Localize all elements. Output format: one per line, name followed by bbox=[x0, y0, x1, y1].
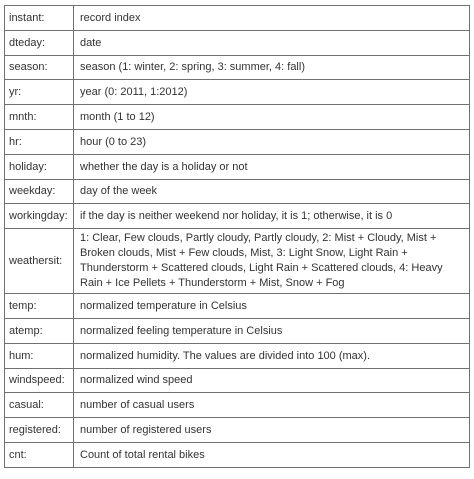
table-row bbox=[5, 318, 470, 343]
field-description: Count of total rental bikes bbox=[74, 442, 470, 467]
field-name: dteday: bbox=[5, 30, 74, 55]
field-description: normalized feeling temperature in Celsius bbox=[74, 318, 470, 343]
field-name: season: bbox=[5, 55, 74, 80]
field-description: whether the day is a holiday or not bbox=[74, 154, 470, 179]
field-description: 1: Clear, Few clouds, Partly cloudy, Partly cloudy, 2: Mist + Cloudy, Mist + Broken clouds, Mist + Few clouds, Mist, 3: Light Snow, Light Rain + Thunderstorm + Scattered clouds, Light Rain + Scattered clouds, 4: Heavy Rain + Ice Pellets + Thunderstorm + Mist, Snow + Fog bbox=[74, 229, 470, 294]
field-description: normalized wind speed bbox=[74, 368, 470, 393]
table-row bbox=[5, 55, 470, 80]
table-row bbox=[5, 80, 470, 105]
field-description: normalized humidity. The values are divided into 100 (max). bbox=[74, 343, 470, 368]
table-row bbox=[5, 368, 470, 393]
table-row bbox=[5, 30, 470, 55]
field-name: atemp: bbox=[5, 318, 74, 343]
field-description: day of the week bbox=[74, 179, 470, 204]
table-row bbox=[5, 204, 470, 229]
table-row bbox=[5, 154, 470, 179]
table-row bbox=[5, 229, 470, 294]
field-description: hour (0 to 23) bbox=[74, 129, 470, 154]
table-row bbox=[5, 294, 470, 319]
field-name: casual: bbox=[5, 393, 74, 418]
field-name: mnth: bbox=[5, 105, 74, 130]
field-name: weekday: bbox=[5, 179, 74, 204]
field-description: date bbox=[74, 30, 470, 55]
table-row bbox=[5, 418, 470, 443]
field-name: temp: bbox=[5, 294, 74, 319]
data-dictionary-table bbox=[4, 5, 470, 468]
table-row bbox=[5, 129, 470, 154]
field-name: windspeed: bbox=[5, 368, 74, 393]
field-description: record index bbox=[74, 6, 470, 31]
field-name: hr: bbox=[5, 129, 74, 154]
field-description: number of registered users bbox=[74, 418, 470, 443]
field-name: instant: bbox=[5, 6, 74, 31]
field-description: normalized temperature in Celsius bbox=[74, 294, 470, 319]
field-name: weathersit: bbox=[5, 229, 74, 294]
table-row bbox=[5, 179, 470, 204]
field-name: workingday: bbox=[5, 204, 74, 229]
field-name: registered: bbox=[5, 418, 74, 443]
field-name: cnt: bbox=[5, 442, 74, 467]
field-description: month (1 to 12) bbox=[74, 105, 470, 130]
table-row bbox=[5, 105, 470, 130]
table-row bbox=[5, 393, 470, 418]
field-description: year (0: 2011, 1:2012) bbox=[74, 80, 470, 105]
field-description: season (1: winter, 2: spring, 3: summer, 4: fall) bbox=[74, 55, 470, 80]
field-name: holiday: bbox=[5, 154, 74, 179]
table-row bbox=[5, 442, 470, 467]
field-description: number of casual users bbox=[74, 393, 470, 418]
field-name: hum: bbox=[5, 343, 74, 368]
table-row bbox=[5, 6, 470, 31]
field-description: if the day is neither weekend nor holiday, it is 1; otherwise, it is 0 bbox=[74, 204, 470, 229]
field-name: yr: bbox=[5, 80, 74, 105]
table-row bbox=[5, 343, 470, 368]
